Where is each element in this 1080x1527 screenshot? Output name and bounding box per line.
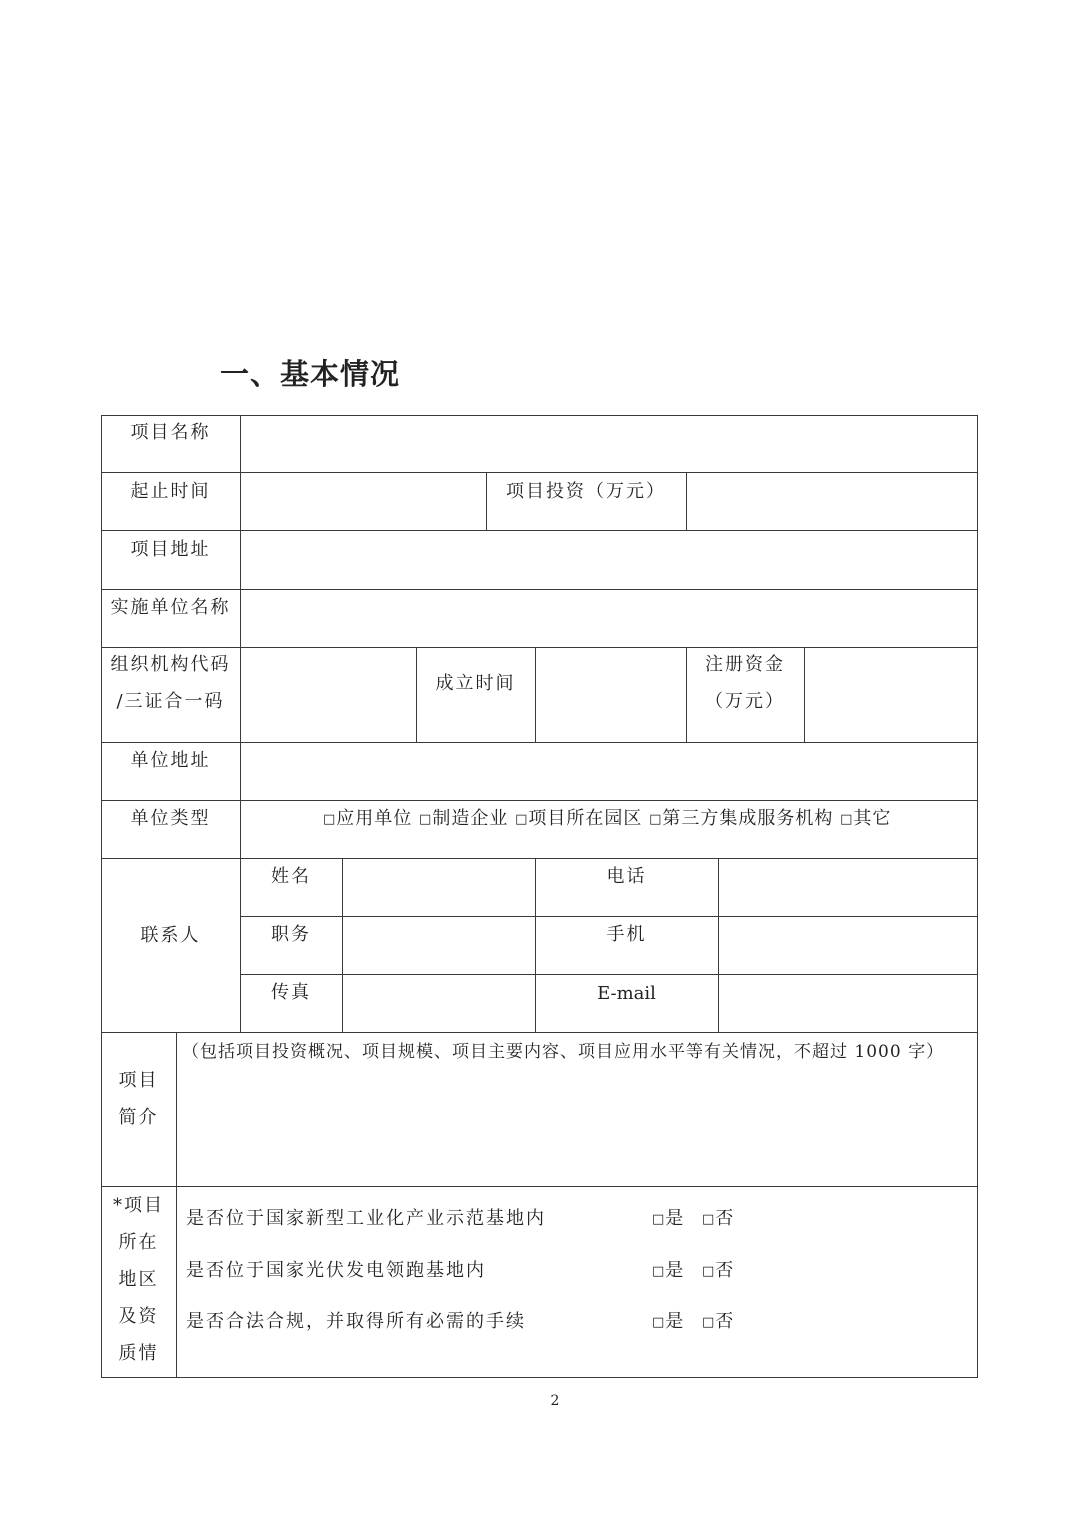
checkbox[interactable]: □ <box>702 1315 715 1330</box>
label-unit-address: 单位地址 <box>130 750 211 771</box>
label-qualification: *项目 所在 地区 及资 质情 <box>113 1195 164 1364</box>
col-divider <box>176 1032 177 1378</box>
row-divider <box>101 1186 978 1187</box>
yes-option[interactable]: □是 <box>652 1208 686 1229</box>
checkbox[interactable]: □ <box>652 1264 665 1279</box>
intro-note: （包括项目投资概况、项目规模、项目主要内容、项目应用水平等有关情况，不超过 1000 字） <box>182 1042 945 1062</box>
yes-option[interactable]: □是 <box>652 1311 686 1332</box>
row-divider <box>240 916 978 917</box>
label-contact-fax: 传真 <box>271 982 311 1003</box>
checkbox[interactable]: □ <box>515 812 528 827</box>
no-option[interactable]: □否 <box>702 1208 736 1229</box>
row-divider <box>101 647 978 648</box>
label-contact-name: 姓名 <box>271 866 311 887</box>
table-border-bottom <box>101 1377 978 1378</box>
label-contact-mobile: 手机 <box>606 924 647 945</box>
checkbox[interactable]: □ <box>323 812 336 827</box>
label-contact-position: 职务 <box>271 924 311 945</box>
checkbox[interactable]: □ <box>702 1264 715 1279</box>
label-contact-phone: 电话 <box>606 866 647 887</box>
row-divider <box>101 858 978 859</box>
section-title: 一、基本情况 <box>220 357 401 391</box>
unit-type-options <box>323 808 891 832</box>
label-contact-email: E-mail <box>597 983 656 1004</box>
row-divider <box>240 974 978 975</box>
col-divider <box>416 647 417 743</box>
yes-option[interactable]: □是 <box>652 1260 686 1281</box>
qualification-question: 是否位于国家新型工业化产业示范基地内 <box>186 1208 546 1229</box>
label-established: 成立时间 <box>435 673 516 694</box>
no-option[interactable]: □否 <box>702 1311 736 1332</box>
unit-type-option[interactable]: □应用单位 <box>323 808 413 829</box>
label-reg-capital-line1: 注册资金 <box>705 654 785 675</box>
row-divider <box>101 742 978 743</box>
label-project-intro: 项目 简介 <box>118 1070 159 1128</box>
unit-type-option[interactable]: □项目所在园区 <box>515 808 643 829</box>
table-border-top <box>101 415 978 416</box>
label-unit-type: 单位类型 <box>130 808 211 829</box>
checkbox[interactable]: □ <box>652 1212 665 1227</box>
label-org-code-line1: 组织机构代码 <box>110 654 231 675</box>
unit-type-option[interactable]: □制造企业 <box>419 808 509 829</box>
label-investment: 项目投资（万元） <box>506 481 666 502</box>
checkbox[interactable]: □ <box>840 812 853 827</box>
col-divider <box>804 647 805 743</box>
col-divider <box>342 858 343 1033</box>
col-divider <box>686 472 687 531</box>
row-divider <box>101 472 978 473</box>
label-start-end-time: 起止时间 <box>130 481 211 502</box>
qualification-question: 是否位于国家光伏发电领跑基地内 <box>186 1260 486 1281</box>
qualification-question: 是否合法合规，并取得所有必需的手续 <box>186 1311 526 1332</box>
row-divider <box>101 589 978 590</box>
row-divider <box>101 1032 978 1033</box>
label-contact: 联系人 <box>140 925 201 946</box>
label-project-address: 项目地址 <box>130 539 211 560</box>
unit-type-option[interactable]: □其它 <box>840 808 892 829</box>
checkbox[interactable]: □ <box>649 812 662 827</box>
checkbox[interactable]: □ <box>652 1315 665 1330</box>
col-divider <box>718 858 719 1033</box>
label-implementer-name: 实施单位名称 <box>110 597 231 618</box>
unit-type-option[interactable]: □第三方集成服务机构 <box>649 808 834 829</box>
label-reg-capital-line2: （万元） <box>705 691 785 712</box>
page-number: 2 <box>550 1393 560 1409</box>
col-divider <box>535 647 536 743</box>
checkbox[interactable]: □ <box>419 812 432 827</box>
table-border-right <box>977 415 978 1378</box>
label-org-code-line2: /三证合一码 <box>116 691 225 712</box>
row-divider <box>101 800 978 801</box>
no-option[interactable]: □否 <box>702 1260 736 1281</box>
label-project-name: 项目名称 <box>130 422 211 443</box>
checkbox[interactable]: □ <box>702 1212 715 1227</box>
row-divider <box>101 530 978 531</box>
